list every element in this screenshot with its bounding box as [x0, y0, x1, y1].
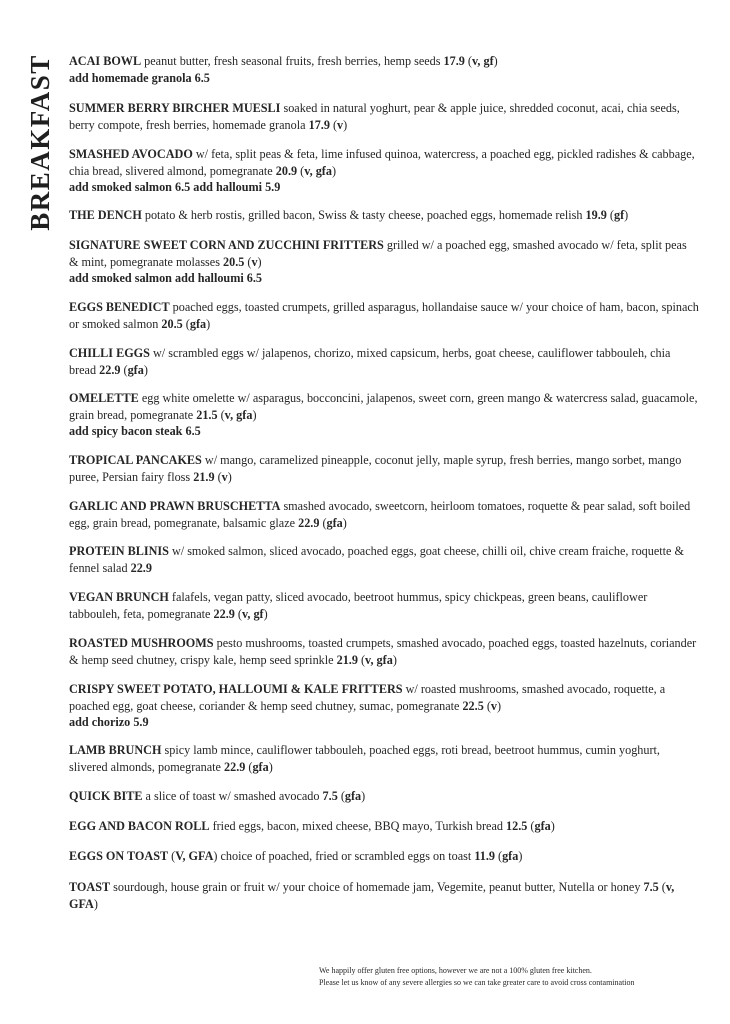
menu-item: [69, 742, 699, 775]
menu-item: [69, 345, 699, 378]
menu-item-price-or-dietary: 22.9: [99, 362, 121, 377]
menu-item-description: w/ smoked salmon, sliced avocado, poached eggs, goat cheese, chilli oil, chive cream fraiche, roquette & fennel salad: [69, 544, 684, 575]
menu-item-price-or-dietary: gf: [613, 208, 625, 222]
menu-item-description: (: [217, 407, 225, 422]
menu-item-price-or-dietary: gfa: [326, 515, 343, 530]
menu-item-price-or-dietary: 22.9: [130, 560, 152, 575]
menu-item-description: sourdough, house grain or fruit w/ your choice of homemade jam, Vegemite, peanut butter, Nutella or honey: [110, 880, 644, 894]
menu-item-description: (: [494, 849, 503, 863]
menu-item: [69, 207, 699, 224]
menu-item-price-or-dietary: 7.5: [643, 880, 659, 894]
allergy-notice: [319, 965, 719, 989]
menu-item-description: pesto mushrooms, toasted crumpets, smashed avocado, poached eggs, toasted hazelnuts, coriander & hemp seed chutney, crispy kale, hemp seed sprinkle: [69, 636, 697, 667]
menu-item-price-or-dietary: gfa: [534, 819, 551, 833]
menu-item-description: ): [227, 469, 232, 484]
menu-item-price-or-dietary: 21.9: [336, 652, 358, 667]
menu-item-name: OMELETTE: [69, 391, 139, 405]
menu-item: [69, 53, 699, 86]
menu-item-description: a slice of toast w/ smashed avocado: [142, 789, 323, 803]
menu-item-price-or-dietary: v, gfa: [365, 652, 393, 667]
menu-item-price-or-dietary: 7.5: [322, 789, 338, 803]
menu-item-price-or-dietary: gfa: [344, 789, 362, 803]
menu-item-price-or-dietary: 11.9: [474, 849, 495, 863]
menu-item-name: LAMB BRUNCH: [69, 743, 162, 757]
menu-item-description: w/ feta, split peas & feta, lime infused quinoa, watercress, a poached egg, pickled radishes & cabbage, chia bread, slivered almond, pomegranate: [69, 147, 695, 178]
menu-item-price-or-dietary: 22.9: [224, 759, 246, 774]
menu-item-addon: add homemade granola 6.5: [69, 70, 210, 85]
menu-item-description: (: [214, 469, 222, 484]
menu-item-description: ): [392, 652, 397, 667]
menu-item-description: (: [606, 208, 614, 222]
menu-item-name: ROASTED MUSHROOMS: [69, 636, 214, 650]
menu-item-price-or-dietary: v, gfa: [304, 163, 332, 178]
menu-item: [69, 818, 699, 835]
menu-item-description: (: [329, 117, 338, 132]
menu-item-price-or-dietary: v: [251, 254, 258, 269]
menu-item-description: ): [624, 208, 629, 222]
menu-item-description: ): [252, 407, 257, 422]
menu-item-description: poached eggs, toasted crumpets, grilled asparagus, hollandaise sauce w/ your choice of ham, bacon, spinach or smoked salmon: [69, 300, 699, 331]
menu-item: [69, 848, 699, 865]
menu-item: [69, 681, 699, 731]
menu-item: [69, 452, 699, 485]
menu-item-price-or-dietary: 17.9: [443, 54, 465, 68]
menu-item-description: (: [182, 316, 190, 331]
menu-item-name: SUMMER BERRY BIRCHER MUESLI: [69, 101, 281, 115]
menu-item-description: falafels, vegan patty, sliced avocado, beetroot hummus, spicy chickpeas, green beans, cauliflower tabbouleh, feta, pomegranate: [69, 590, 648, 621]
menu-item-description: ): [143, 362, 148, 377]
menu-item-name: SMASHED AVOCADO: [69, 147, 193, 161]
menu-item-description: ): [342, 515, 347, 530]
menu-item-name: EGGS BENEDICT: [69, 300, 170, 314]
menu-item-price-or-dietary: 22.5: [462, 698, 484, 713]
menu-item-price-or-dietary: v, GFA: [69, 880, 675, 911]
menu-item-price-or-dietary: gfa: [127, 362, 144, 377]
menu-item-price-or-dietary: 21.9: [193, 469, 215, 484]
menu-item-description: (: [527, 819, 535, 833]
menu-item: [69, 498, 699, 531]
menu-item-price-or-dietary: 22.9: [298, 515, 320, 530]
menu-item: [69, 146, 699, 196]
menu-item-name: QUICK BITE: [69, 789, 143, 803]
menu-item: [69, 589, 699, 622]
menu-item-addon: add smoked salmon add halloumi 6.5: [69, 271, 263, 286]
menu-item-description: (: [297, 163, 305, 178]
menu-item-name: GARLIC AND PRAWN BRUSCHETTA: [69, 499, 281, 513]
menu-item-price-or-dietary: 17.9: [308, 117, 330, 132]
menu-item-price-or-dietary: v: [221, 469, 228, 484]
menu-item-description: ): [257, 254, 262, 269]
menu-item-description: grilled w/ a poached egg, smashed avocado w/ feta, split peas & mint, pomegranate molasses: [69, 238, 687, 269]
menu-item-name: EGGS ON TOAST: [69, 849, 169, 863]
section-title-text: BREAKFAST: [24, 53, 55, 231]
menu-item-description: ): [518, 849, 523, 863]
menu-item-price-or-dietary: 12.5: [506, 819, 528, 833]
menu-item-price-or-dietary: 20.5: [223, 254, 245, 269]
menu-item-name: TOAST: [69, 880, 111, 894]
menu-item-description: egg white omelette w/ asparagus, bocconcini, jalapenos, sweet corn, green mango & watercress salad, guacamole, grain bread, pomegranate: [69, 391, 698, 422]
menu-item-description: w/ scrambled eggs w/ jalapenos, chorizo, mixed capsicum, herbs, goat cheese, cauliflower tabbouleh, chia bread: [69, 346, 671, 377]
menu-item-description: w/ roasted mushrooms, smashed avocado, roquette, a poached egg, goat cheese, coriander & hemp seed chutney, sumac, pomegranate: [69, 682, 666, 713]
menu-item-name: TROPICAL PANCAKES: [69, 453, 202, 467]
menu-item-price-or-dietary: v: [490, 698, 497, 713]
menu-item-name: CRISPY SWEET POTATO, HALLOUMI & KALE FRITTERS: [69, 682, 403, 696]
menu-item-name: VEGAN BRUNCH: [69, 590, 169, 604]
menu-item-description: ): [343, 117, 348, 132]
menu-item-description: ): [268, 759, 273, 774]
menu-item-price-or-dietary: v, gfa: [224, 407, 253, 422]
menu-item-price-or-dietary: V, GFA: [175, 849, 214, 863]
menu-item: [69, 390, 699, 440]
menu-item-description: (: [658, 880, 666, 894]
menu-item: [69, 879, 699, 912]
menu-item-name: PROTEIN BLINIS: [69, 544, 169, 558]
menu-section-title: [26, 50, 54, 234]
menu-item-description: ): [263, 606, 268, 621]
menu-item-price-or-dietary: v, gf: [241, 606, 264, 621]
menu-item-description: (: [245, 759, 253, 774]
menu-item-price-or-dietary: 19.9: [585, 208, 607, 222]
gluten-free-notice: We happily offer gluten free options, however we are not a 100% gluten free kitchen.: [319, 966, 592, 975]
menu-item-price-or-dietary: v, gf: [471, 54, 494, 68]
menu-item-description: fried eggs, bacon, mixed cheese, BBQ mayo, Turkish bread: [209, 819, 507, 833]
menu-item-price-or-dietary: 21.5: [196, 407, 218, 422]
menu-item-price-or-dietary: gfa: [502, 849, 519, 863]
menu-item-price-or-dietary: 20.5: [161, 316, 183, 331]
menu-item-name: SIGNATURE SWEET CORN AND ZUCCHINI FRITTERS: [69, 238, 384, 252]
menu-item-description: (: [120, 362, 128, 377]
allergy-warning: Please let us know of any severe allergies so we can take greater care to avoid cross contamination: [319, 978, 635, 987]
menu-item-description: (: [319, 515, 327, 530]
menu-item-price-or-dietary: v: [337, 117, 344, 132]
menu-item-description: (: [337, 789, 345, 803]
menu-item-description: ): [93, 896, 98, 911]
menu-item-addon: add spicy bacon steak 6.5: [69, 424, 201, 439]
menu-item-description: w/ mango, caramelized pineapple, coconut jelly, maple syrup, fresh berries, mango sorbet, mango puree, Persian fairy floss: [69, 453, 682, 484]
menu-item-description: soaked in natural yoghurt, pear & apple juice, shredded coconut, acai, chia seeds, berry compote, fresh berries, homemade granola: [69, 101, 680, 132]
menu-item: [69, 788, 699, 805]
menu-item-price-or-dietary: 22.9: [213, 606, 235, 621]
menu-item-name: THE DENCH: [69, 208, 142, 222]
menu-item: [69, 237, 699, 287]
menu-item: [69, 299, 699, 332]
menu-item-addon: add smoked salmon 6.5 add halloumi 5.9: [69, 180, 281, 195]
menu-item-description: ): [550, 819, 555, 833]
menu-item-description: ): [496, 698, 502, 713]
menu-item-name: EGG AND BACON ROLL: [69, 819, 210, 833]
menu-item-description: potato & herb rostis, grilled bacon, Swiss & tasty cheese, poached eggs, homemade relish: [141, 208, 586, 222]
menu-item-name: CHILLI EGGS: [69, 346, 150, 360]
menu-item-description: (: [483, 698, 491, 713]
menu-item-description: ): [206, 316, 211, 331]
menu-item-description: ): [331, 163, 337, 178]
menu-item-description: (: [357, 652, 366, 667]
menu-item-description: (: [464, 54, 472, 68]
menu-item-price-or-dietary: 20.9: [275, 163, 298, 178]
menu-item-description: ): [493, 54, 498, 68]
menu-item-description: spicy lamb mince, cauliflower tabbouleh, poached eggs, roti bread, beetroot hummus, cumin yoghurt, slivered almonds, pomegranate: [69, 743, 660, 774]
menu-item-price-or-dietary: gfa: [252, 759, 269, 774]
menu-item-description: (: [244, 254, 252, 269]
menu-item-name: ACAI BOWL: [69, 54, 142, 68]
menu-item-description: peanut butter, fresh seasonal fruits, fresh berries, hemp seeds: [141, 54, 444, 68]
menu-item-description: ): [361, 789, 366, 803]
menu-item-addon: add chorizo 5.9: [69, 715, 149, 730]
menu-item: [69, 100, 699, 133]
menu-item: [69, 543, 699, 576]
menu-item-description: smashed avocado, sweetcorn, heirloom tomatoes, roquette & pear salad, soft boiled egg, grain bread, pomegranate, balsamic glaze: [69, 499, 691, 530]
menu-item-description: (: [234, 606, 242, 621]
menu-item-description: ) choice of poached, fried or scrambled eggs on toast: [213, 849, 475, 863]
menu-item-description: (: [168, 849, 176, 863]
menu-item-price-or-dietary: gfa: [189, 316, 207, 331]
menu-item: [69, 635, 699, 668]
